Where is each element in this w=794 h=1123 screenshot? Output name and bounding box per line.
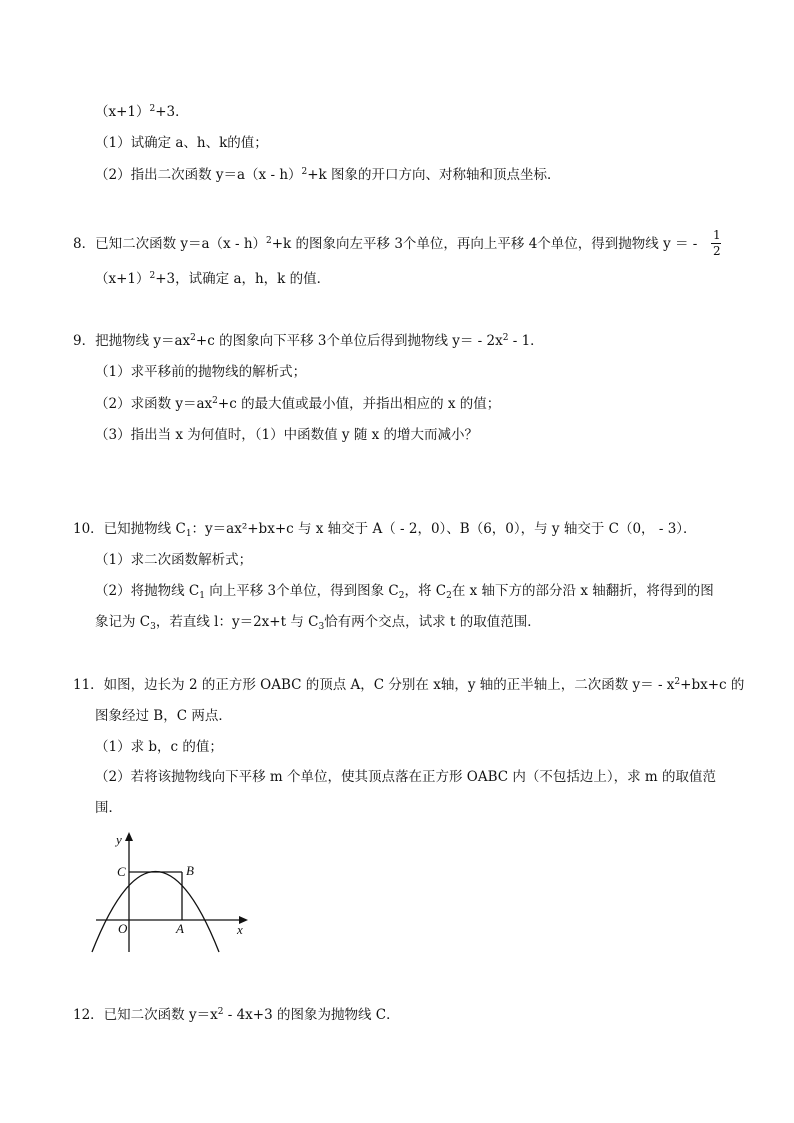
label-c: C [117,864,126,879]
q7-sub1: （1）试确定 a、h、k的值； [95,135,268,151]
q11-sub2: （2）若将该抛物线向下平移 m 个单位，使其顶点落在正方形 OABC 内（不包括边上），求 m 的取值范 [95,769,717,785]
q11-figure [86,824,256,959]
q10-sub2: （2）将抛物线 $C_1$ 向上平移 3个单位，得到图象 $C_2$，将 $C_2$在 x 轴下方的部分沿 x 轴翻折，将得到的图 [95,583,714,601]
q9-sub1: （1）求平移前的抛物线的解析式； [95,364,307,380]
fraction-numerator: 1 [713,228,721,242]
q9-sub2: （2）求函数 $y=ax^2+c$ 的最大值或最小值，并指出相应的 x 的值； [95,396,501,412]
q11-sub1: （1）求 b，c 的值； [95,739,223,755]
fraction-denominator: 2 [713,244,721,258]
label-a: A [176,921,184,936]
label-b: B [186,863,194,878]
label-x: x [237,922,243,937]
label-o: O [118,921,128,936]
q12-line1: 12．已知二次函数 $y=x^2 - 4x+3$ 的图象为抛物线 C． [73,1007,400,1023]
q10-sub2-line2: 象记为 $C_3$，若直线 l：y＝2x+t 与 $C_3$恰有两个交点，试求 t 的取值范围． [95,614,541,632]
q8-line2: $(x+1)^2+3$，试确定 a，h，k 的值． [95,271,331,287]
q9-sub3: （3）指出当 x 为何值时，（1）中函数值 y 随 x 的增大而减小？ [95,427,479,443]
q10-sub1: （1）求二次函数解析式； [95,552,253,568]
q7-sub2: （2）指出二次函数 y＝a（x - h）$^2$+k 图象的开口方向、对称轴和顶点坐标． [95,167,561,183]
q9-line1: 9．把抛物线 $y=ax^2+c$ 的图象向下平移 3个单位后得到抛物线 $y= - 2x^2 - 1$． [73,333,544,349]
q7-line0: $(x+1)^2+3$． [95,104,189,120]
q11-line1: 11．如图，边长为 2 的正方形 OABC 的顶点 A，C 分别在 x轴，y 轴的正半轴上，二次函数 $y= - x^2+bx+c$ 的 [73,677,745,693]
q8-line1: 8．已知二次函数 y＝a（x - h）$^2$+k 的图象向左平移 3个单位，再向上平移 4个单位，得到抛物线 y ＝ - [73,236,698,252]
y-axis-arrow [125,832,133,841]
q11-line5: 围． [95,800,122,816]
q10-line1: 10．已知抛物线 $C_1$：y＝ax²+bx+c 与 x 轴交于 A（ - 2，0）、B（6，0），与 y 轴交于 C（0， - 3）． [73,521,697,539]
q11-line2: 图象经过 B，C 两点． [95,708,232,724]
label-y: y [116,832,122,847]
parabola-curve [92,872,219,953]
